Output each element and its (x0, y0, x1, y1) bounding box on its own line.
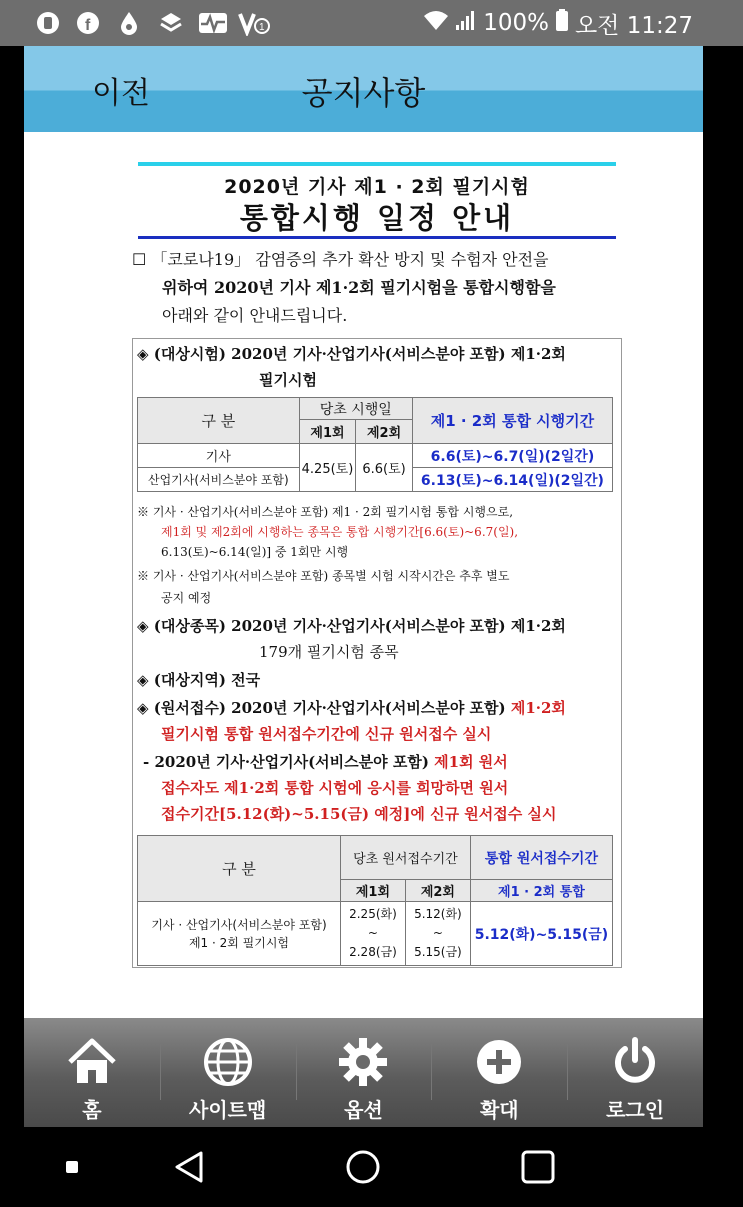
t1-date-r2: 6.6(토) (356, 444, 413, 492)
t2-h-r1: 제1회 (340, 880, 405, 902)
apply-line-5: 접수기간[5.12(화)~5.15(금) 예정]에 신규 원서접수 실시 (161, 805, 557, 823)
battery-percent: 100% (483, 10, 549, 36)
apply-line-1a: ◈ (원서접수) 2020년 기사·산업기사(서비스분야 포함) (137, 699, 511, 717)
notice-body-box (132, 338, 622, 968)
t2-r2-end: 5.15(금) (414, 945, 462, 959)
target-items-line-1: ◈ (대상종목) 2020년 기사·산업기사(서비스분야 포함) 제1·2회 (137, 617, 566, 635)
t1-h-r1: 제1회 (299, 420, 356, 444)
status-bar (0, 0, 743, 46)
t2-h-unified: 통합 원서접수기간 (470, 836, 612, 880)
clock: 오전 11:27 (574, 12, 693, 39)
target-region-line: ◈ (대상지역) 전국 (137, 671, 261, 689)
apply-line-2: 필기시험 통합 원서접수기간에 신규 원서접수 실시 (161, 725, 492, 743)
notice-title: 통합시행 일정 안내 (239, 201, 515, 235)
usb-icon (34, 9, 62, 37)
t1-row2-label: 산업기사(서비스분야 포함) (138, 468, 300, 492)
t1-h-orig: 당초 시행일 (299, 398, 412, 420)
signal-icon (455, 9, 477, 37)
t2-h-orig: 당초 원서접수기간 (340, 836, 470, 880)
vpn-icon (238, 9, 270, 37)
t1-date-r1: 4.25(토) (299, 444, 356, 492)
overview-square-icon[interactable] (520, 1149, 556, 1185)
page-title: 공지사항 (301, 74, 426, 112)
t2-r1-start: 2.25(화) (349, 907, 397, 921)
title-rule-bottom (138, 236, 616, 239)
nav-sitemap[interactable] (160, 1018, 296, 1127)
drop-icon (116, 9, 142, 37)
recents-dot-button[interactable] (66, 1161, 78, 1173)
app-window (24, 46, 703, 1127)
note1-line-1: ※ 기사 · 산업기사(서비스분야 포함) 제1 · 2회 필기시험 통합 시행으로, (137, 505, 514, 519)
t2-r2-tilde: ~ (432, 926, 443, 940)
note2-line-1: ※ 기사 · 산업기사(서비스분야 포함) 종목별 시험 시작시간은 추후 별도 (137, 569, 510, 583)
bottom-nav (24, 1018, 703, 1127)
nav-home[interactable] (24, 1018, 160, 1127)
plus-icon (473, 1036, 525, 1088)
svg-text:f: f (85, 17, 91, 34)
system-nav-bar (0, 1127, 743, 1207)
apply-line-1b: 제1·2회 (510, 699, 566, 717)
title-rule-top (138, 162, 616, 166)
nav-login-label: 로그인 (606, 1098, 665, 1122)
pulse-icon (198, 9, 228, 37)
t1-h-unified: 제1 · 2회 통합 시행기간 (412, 398, 612, 444)
t2-h-gubun: 구 분 (138, 836, 341, 902)
t1-unified-1: 6.6(토)~6.7(일)(2일간) (412, 444, 612, 468)
apply-line-1 (137, 697, 566, 718)
t1-row1-label: 기사 (138, 444, 300, 468)
wifi-icon (423, 9, 449, 37)
battery-icon (555, 8, 569, 38)
intro-line-1: ☐ 「코로나19」 감염증의 추가 확산 방지 및 수험자 안전을 (132, 250, 549, 269)
t2-r2-start: 5.12(화) (414, 907, 462, 921)
t2-r1-period (340, 902, 405, 966)
nav-login[interactable] (567, 1018, 703, 1127)
intro-line-3: 아래와 같이 안내드립니다. (162, 306, 348, 325)
apply-line-3 (143, 751, 508, 772)
note1-line-3: 6.13(토)~6.14(일)] 중 1회만 시행 (161, 545, 349, 559)
back-button[interactable]: 이전 (92, 76, 150, 111)
target-exam-line-1: ◈ (대상시험) 2020년 기사·산업기사(서비스분야 포함) 제1·2회 (137, 345, 566, 363)
apply-line-4: 접수자도 제1·2회 통합 시험에 응시를 희망하면 원서 (161, 779, 509, 797)
t2-r1-end: 2.28(금) (349, 945, 397, 959)
t2-unified-period: 5.12(화)~5.15(금) (470, 902, 612, 966)
t2-r2-period (405, 902, 470, 966)
nav-zoom[interactable] (431, 1018, 567, 1127)
t1-h-r2: 제2회 (356, 420, 413, 444)
nav-home-label: 홈 (82, 1098, 102, 1122)
application-table (137, 835, 613, 966)
svg-text:1: 1 (259, 22, 265, 33)
t2-r1-tilde: ~ (367, 926, 378, 940)
target-exam-line-2: 필기시험 (259, 371, 317, 389)
apply-line-3b: 제1회 원서 (434, 753, 508, 771)
gear-icon (337, 1036, 389, 1088)
target-items-line-2: 179개 필기시험 종목 (259, 643, 399, 661)
nav-sitemap-label: 사이트맵 (189, 1098, 267, 1122)
t2-h-r2: 제2회 (405, 880, 470, 902)
app-header (24, 46, 703, 132)
home-circle-icon[interactable] (345, 1149, 381, 1185)
nav-options-label: 옵션 (344, 1098, 383, 1122)
t2-h-unified-sub: 제1 · 2회 통합 (470, 880, 612, 902)
t1-h-gubun: 구 분 (138, 398, 300, 444)
t1-unified-2: 6.13(토)~6.14(일)(2일간) (412, 468, 612, 492)
home-icon (66, 1036, 118, 1088)
t2-row-label-1: 기사 · 산업기사(서비스분야 포함) (151, 917, 327, 932)
exam-date-table (137, 397, 613, 492)
t2-row-label (138, 902, 341, 966)
layers-icon (158, 9, 184, 37)
power-icon (609, 1036, 661, 1088)
t2-row-label-2: 제1 · 2회 필기시험 (188, 935, 290, 950)
apply-line-3a: - 2020년 기사·산업기사(서비스분야 포함) (143, 753, 435, 771)
nav-options[interactable] (296, 1018, 432, 1127)
nav-zoom-label: 확대 (479, 1098, 519, 1122)
notice-image (132, 158, 622, 968)
notice-subtitle: 2020년 기사 제1 · 2회 필기시험 (224, 176, 530, 198)
note2-line-2: 공지 예정 (161, 591, 212, 605)
facebook-icon (74, 9, 102, 37)
globe-icon (202, 1036, 254, 1088)
intro-line-2: 위하여 2020년 기사 제1·2회 필기시험을 통합시행함을 (162, 278, 556, 297)
note1-line-2: 제1회 및 제2회에 시행하는 종목은 통합 시행기간[6.6(토)~6.7(일), (161, 525, 519, 539)
back-triangle-icon[interactable] (172, 1149, 206, 1185)
